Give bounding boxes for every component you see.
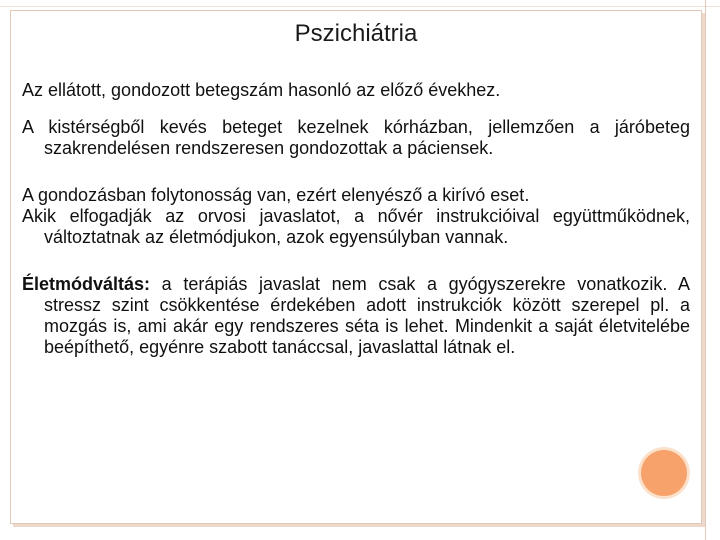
decorative-line-right xyxy=(705,0,706,540)
lifestyle-change-text: a terápiás javaslat nem csak a gyógyszerekre vonatkozik. A stressz szint csökkentése érdekében adott instrukciók között szerepel pl. a mozgás is, ami akár egy rendszeres séta is lehet. Mindenkit a saját életvitelébe beépíthető, egyénre szabott tanáccsal, javaslattal látnak el. xyxy=(44,274,690,357)
lifestyle-change-heading: Életmódváltás: xyxy=(22,274,151,294)
slide-body xyxy=(22,80,690,374)
decorative-orange-circle xyxy=(641,450,687,496)
paragraph-compliance: Akik elfogadják az orvosi javaslatot, a nővér instrukcióival együttműködnek, változtatnak az életmódjukon, azok egyensúlyban vannak. xyxy=(22,206,690,247)
slide-title: Pszichiátria xyxy=(294,20,418,47)
paragraph-continuity: A gondozásban folytonosság van, ezért elenyésző a kirívó eset. xyxy=(22,185,530,205)
decorative-line-top xyxy=(0,6,720,7)
paragraph-patient-count: Az ellátott, gondozott betegszám hasonló az előző évekhez. xyxy=(22,80,501,100)
paragraph-lifestyle-change xyxy=(22,274,690,358)
paragraph-hospital-treatment: A kistérségből kevés beteget kezelnek kórházban, jellemzően a járóbeteg szakrendelésen rendszeresen gondozottak a páciensek. xyxy=(22,117,690,158)
